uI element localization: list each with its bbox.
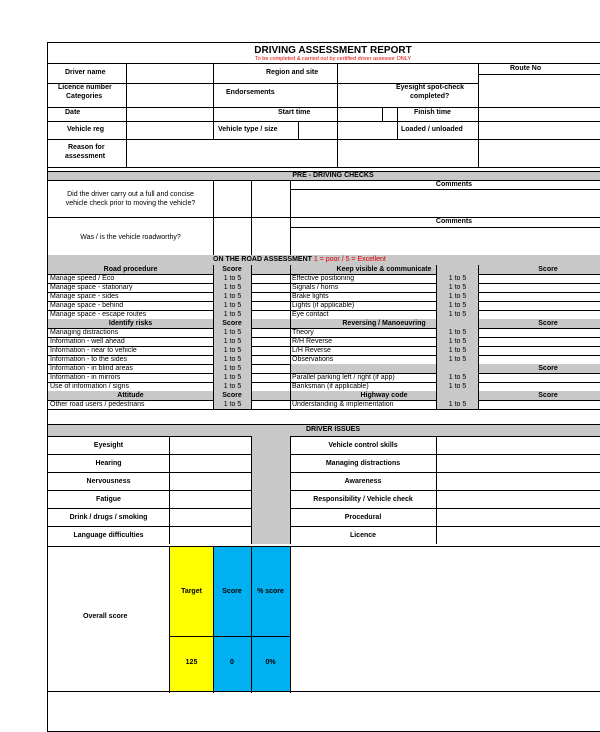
left-score-box[interactable] [214, 346, 251, 355]
right-score-box[interactable] [437, 400, 478, 409]
right-score-box[interactable] [437, 337, 478, 346]
score-range-text: 1 to 5 [448, 284, 467, 291]
score-range-text: 1 to 5 [448, 401, 467, 408]
eyesight-spotcheck-label: Eyesight spot-check [396, 84, 465, 91]
road-row-left-label: Manage speed / Eco [50, 275, 115, 282]
road-row-left-label: Information - to the sides [50, 356, 128, 363]
issue-right-label: Vehicle control skills [328, 442, 398, 449]
right-section-header: Highway code [360, 392, 408, 399]
road-row-left-label: Manage space - sides [50, 293, 119, 300]
road-row-right-label: L/H Reverse [292, 347, 331, 354]
score-header: Score [538, 392, 558, 399]
road-row-left-label: Information - in blind areas [50, 365, 133, 372]
loaded-label: Loaded / unloaded [401, 126, 463, 133]
pct-score-cell [251, 547, 290, 691]
right-score-box[interactable] [437, 274, 478, 283]
road-row-left-label: Other road users / pedestrians [50, 401, 145, 408]
road-row-right-label: Theory [292, 329, 314, 336]
road-row-right-label: Effective positioning [292, 275, 355, 282]
road-row-right-label: Lights (if applicable) [292, 302, 355, 309]
right-section-header: Keep visible & communicate [336, 266, 432, 273]
road-row-right-label: Parallel parking left / right (if app) [292, 374, 395, 381]
issue-right-box[interactable] [437, 491, 600, 508]
left-score-box[interactable] [214, 355, 251, 364]
left-score-box[interactable] [214, 310, 251, 319]
target-cell [170, 547, 213, 691]
roadworthy-question: Was / is the vehicle roadworthy? [80, 234, 181, 241]
score-range-text: 1 to 5 [223, 401, 242, 408]
vehicle-reg-label: Vehicle reg [67, 126, 104, 133]
licence-number-field[interactable] [127, 84, 212, 106]
driver-name-field[interactable] [127, 64, 212, 82]
score-header: Score [538, 320, 558, 327]
check-no-box-1[interactable] [252, 181, 289, 216]
score-range-text: 1 to 5 [223, 365, 242, 372]
issue-left-box[interactable] [170, 455, 250, 472]
issue-right-box[interactable] [437, 455, 600, 472]
score-value: 0 [230, 659, 234, 666]
score-label: Score [222, 588, 242, 595]
score-header: Score [222, 320, 242, 327]
comments-header-2: Comments [435, 218, 473, 225]
right-score-box[interactable] [437, 301, 478, 310]
left-section-header: Attitude [117, 392, 144, 399]
issue-right-box[interactable] [437, 473, 600, 490]
check-yes-box-2[interactable] [214, 218, 250, 258]
road-row-left-label: Information - in mirrors [50, 374, 121, 381]
assessment-form [47, 42, 600, 732]
score-range-text: 1 to 5 [223, 374, 242, 381]
issue-left-label: Eyesight [93, 442, 124, 449]
score-range-text: 1 to 5 [448, 383, 467, 390]
right-section-header: Reversing / Manoeuvring [342, 320, 426, 327]
left-score-box[interactable] [214, 382, 251, 391]
score-cell [213, 547, 251, 691]
score-range-text: 1 to 5 [223, 347, 242, 354]
route-no-field[interactable] [479, 75, 600, 106]
left-score-box[interactable] [214, 337, 251, 346]
right-score-box[interactable] [437, 373, 478, 382]
pct-score-label: % score [257, 588, 284, 595]
right-score-box[interactable] [437, 292, 478, 301]
categories-label: Categories [66, 93, 103, 100]
left-score-box[interactable] [214, 274, 251, 283]
left-score-box[interactable] [214, 364, 251, 373]
issue-left-box[interactable] [170, 491, 250, 508]
reason-for-label: Reason for [68, 144, 105, 151]
licence-number-label: Licence number [58, 84, 112, 91]
score-range-text: 1 to 5 [448, 347, 467, 354]
issue-left-label: Nervousness [86, 478, 131, 485]
score-header: Score [538, 365, 558, 372]
date-field[interactable] [127, 108, 212, 120]
left-score-box[interactable] [214, 373, 251, 382]
right-score-box[interactable] [437, 346, 478, 355]
reason-field[interactable] [127, 140, 600, 166]
left-section-header: Identify risks [108, 320, 153, 327]
road-row-left-label: Managing distractions [50, 329, 119, 336]
endorsements-label: Endorsements [226, 89, 275, 96]
overall-comments-field[interactable] [291, 547, 600, 690]
route-no-label: Route No [510, 65, 542, 72]
road-row-right-label: Understanding & implementation [292, 401, 394, 408]
left-score-box[interactable] [214, 283, 251, 292]
road-assessment-table [48, 265, 600, 409]
issue-left-label: Drink / drugs / smoking [69, 514, 148, 521]
issue-left-label: Hearing [95, 460, 122, 467]
issue-right-box[interactable] [437, 509, 600, 526]
left-score-box[interactable] [214, 301, 251, 310]
score-range-text: 1 to 5 [448, 275, 467, 282]
road-row-left-label: Manage space - escape routes [50, 311, 147, 318]
score-range-text: 1 to 5 [223, 275, 242, 282]
issue-left-box[interactable] [170, 473, 250, 490]
score-range-text: 1 to 5 [223, 293, 242, 300]
target-value: 125 [185, 659, 198, 666]
issue-left-box[interactable] [170, 527, 250, 544]
start-time-label: Start time [278, 109, 311, 116]
date-label: Date [65, 109, 81, 116]
right-score-box[interactable] [437, 382, 478, 391]
issue-right-label: Licence [349, 532, 377, 539]
issue-left-box[interactable] [170, 509, 250, 526]
road-row-left-label: Manage space - behind [50, 302, 124, 309]
comments-header-1: Comments [435, 181, 473, 188]
road-row-left-label: Information - near to vehicle [50, 347, 137, 354]
report-subtitle: To be completed & carried out by certified driver assessor ONLY [254, 56, 412, 62]
score-range-text: 1 to 5 [223, 329, 242, 336]
report-title: DRIVING ASSESSMENT REPORT [254, 45, 412, 56]
pre-checks-title: PRE - DRIVING CHECKS [292, 172, 374, 179]
vehicle-check-question-line2: vehicle check prior to moving the vehicle? [65, 200, 196, 207]
road-row-left-label: Manage space - stationary [50, 284, 133, 291]
score-range-text: 1 to 5 [448, 329, 467, 336]
road-row-right-label: Eye contact [292, 311, 329, 318]
score-header: Score [538, 266, 558, 273]
score-range-text: 1 to 5 [223, 383, 242, 390]
road-row-right-label: Brake lights [292, 293, 329, 300]
issue-right-label: Awareness [344, 478, 382, 485]
vehicle-check-question-line1: Did the driver carry out a full and concise [67, 191, 194, 198]
check-no-box-2[interactable] [252, 218, 289, 258]
road-row-left-label: Information - well ahead [50, 338, 125, 345]
issue-left-label: Language difficulties [73, 532, 144, 539]
driver-name-label: Driver name [65, 69, 106, 76]
score-range-text: 1 to 5 [223, 338, 242, 345]
overall-score-label: Overall score [83, 613, 128, 620]
pct-score-value: 0% [265, 659, 276, 666]
assessment-label: assessment [65, 153, 106, 160]
issue-right-label: Responsibility / Vehicle check [313, 496, 413, 503]
issue-right-box[interactable] [437, 527, 600, 544]
vehicle-reg-field[interactable] [127, 122, 212, 138]
road-row-right-label: Banksman (if applicable) [292, 383, 369, 390]
comments-field-2[interactable] [291, 228, 600, 258]
region-site-field[interactable] [338, 64, 477, 82]
score-header: Score [222, 392, 242, 399]
region-site-label: Region and site [266, 69, 319, 76]
issues-gray-column [251, 436, 290, 544]
right-score-box[interactable] [437, 328, 478, 337]
left-score-box[interactable] [214, 400, 251, 409]
score-range-text: 1 to 5 [448, 338, 467, 345]
right-score-box[interactable] [437, 310, 478, 319]
driver-issues-table [48, 436, 600, 546]
score-range-text: 1 to 5 [223, 284, 242, 291]
target-label: Target [181, 588, 202, 595]
score-range-text: 1 to 5 [223, 356, 242, 363]
road-row-right-label: Observations [292, 356, 334, 363]
score-range-text: 1 to 5 [223, 302, 242, 309]
issue-right-box[interactable] [437, 437, 600, 454]
road-row-right-label: R/H Reverse [292, 338, 333, 345]
comments-field-1[interactable] [291, 190, 600, 216]
right-score-box[interactable] [437, 283, 478, 292]
issue-right-label: Procedural [344, 514, 382, 521]
left-score-box[interactable] [214, 328, 251, 337]
score-range-text: 1 to 5 [448, 374, 467, 381]
issue-right-label: Managing distractions [325, 460, 401, 467]
score-range-text: 1 to 5 [448, 293, 467, 300]
vehicle-type-label: Vehicle type / size [218, 126, 278, 133]
right-score-box[interactable] [437, 355, 478, 364]
finish-time-label: Finish time [414, 109, 451, 116]
issue-left-box[interactable] [170, 437, 250, 454]
score-range-text: 1 to 5 [223, 311, 242, 318]
road-row-right-label: Signals / horns [292, 284, 339, 291]
road-row-left-label: Use of information / signs [50, 383, 129, 390]
driver-issues-title: DRIVER ISSUES [305, 426, 361, 433]
issue-left-label: Fatigue [96, 496, 121, 503]
score-range-text: 1 to 5 [448, 302, 467, 309]
road-assessment-title: ON THE ROAD ASSESSMENT 1 = poor / 5 = Excellent [213, 256, 386, 263]
score-range-text: 1 to 5 [448, 311, 467, 318]
score-header: Score [222, 266, 242, 273]
check-yes-box-1[interactable] [214, 181, 250, 216]
score-range-text: 1 to 5 [448, 356, 467, 363]
left-score-box[interactable] [214, 292, 251, 301]
completed-label: completed? [410, 93, 450, 100]
left-section-header: Road procedure [103, 266, 158, 273]
